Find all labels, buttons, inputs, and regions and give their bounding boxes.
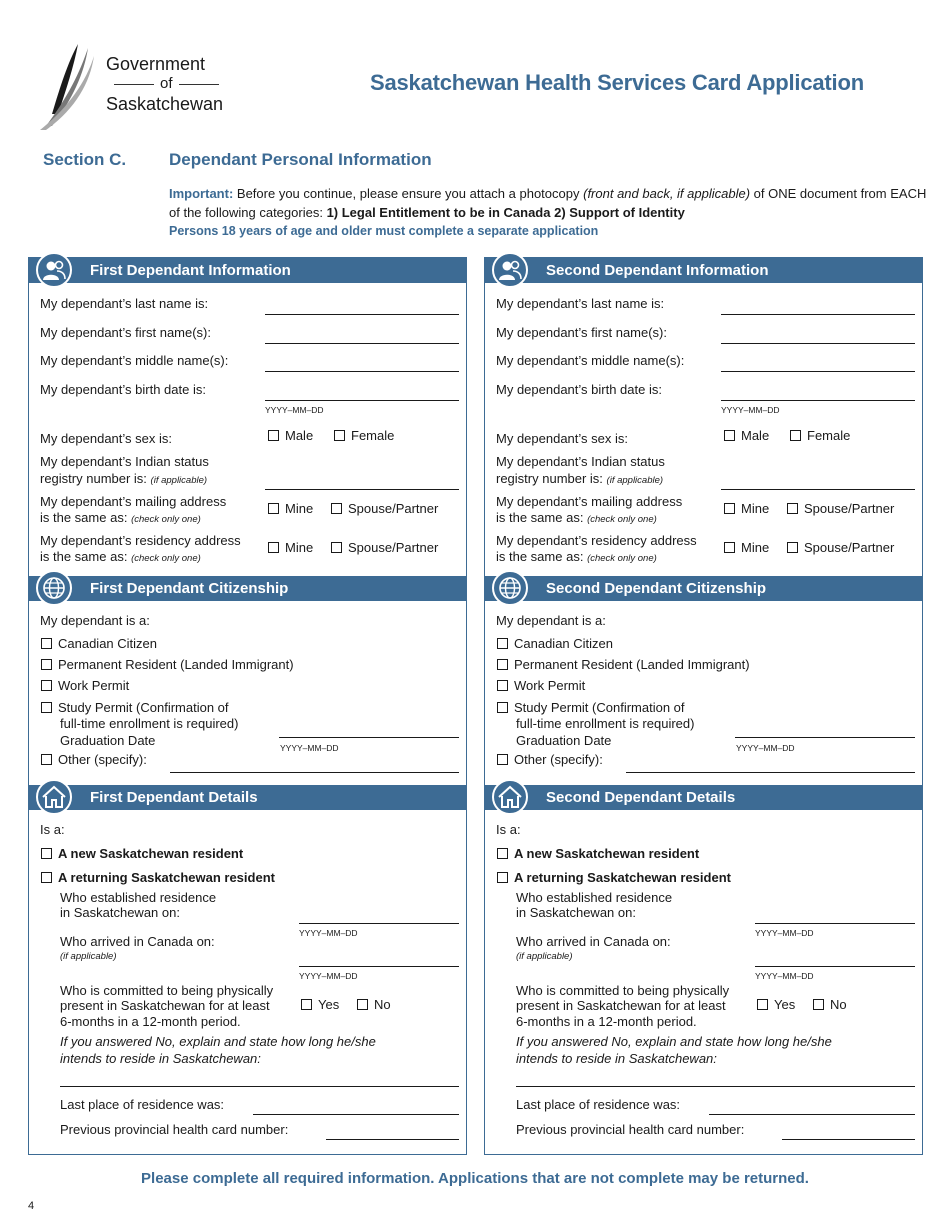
- previous-card-label: Previous provincial health card number:: [516, 1122, 745, 1137]
- right-details-header: [484, 785, 923, 810]
- returning-resident-label: A returning Saskatchewan resident: [58, 870, 275, 885]
- indian-status-label-2: registry number is:: [496, 471, 603, 486]
- explain-field[interactable]: [60, 1086, 459, 1087]
- previous-card-label: Previous provincial health card number:: [60, 1122, 289, 1137]
- indian-status-if-applicable: (if applicable): [150, 475, 208, 486]
- mailing-check-one: (check only one): [131, 514, 201, 525]
- committed-label-3: 6-months in a 12-month period.: [516, 1014, 697, 1029]
- explain-label-2: intends to reside in Saskatchewan:: [516, 1051, 717, 1066]
- committed-yes-label: Yes: [318, 997, 340, 1012]
- new-resident-checkbox[interactable]: [497, 848, 508, 859]
- middle-name-field[interactable]: [721, 371, 915, 372]
- sex-male-checkbox[interactable]: [268, 430, 279, 441]
- left-info-header: [28, 258, 467, 283]
- committed-no-checkbox[interactable]: [357, 999, 368, 1010]
- citizenship-is-a-label: My dependant is a:: [496, 613, 606, 628]
- committed-label-3: 6-months in a 12-month period.: [60, 1014, 241, 1029]
- section-title: Dependant Personal Information: [169, 150, 432, 169]
- sex-female-checkbox[interactable]: [334, 430, 345, 441]
- globe-icon: [42, 576, 66, 600]
- residency-mine-checkbox[interactable]: [724, 542, 735, 553]
- committed-yes-checkbox[interactable]: [757, 999, 768, 1010]
- middle-name-field[interactable]: [265, 371, 459, 372]
- details-is-a-label: Is a:: [40, 822, 65, 837]
- work-permit-checkbox[interactable]: [41, 680, 52, 691]
- sex-female-label: Female: [807, 428, 851, 443]
- arrived-if-applicable: (if applicable): [516, 951, 573, 962]
- committed-yes-checkbox[interactable]: [301, 999, 312, 1010]
- established-date-hint: YYYY–MM–DD: [755, 928, 814, 938]
- new-resident-label: A new Saskatchewan resident: [514, 846, 700, 861]
- mailing-spouse-label: Spouse/Partner: [804, 501, 895, 516]
- established-label-2: in Saskatchewan on:: [60, 905, 180, 920]
- left-details-title: First Dependant Details: [90, 789, 258, 806]
- permanent-resident-checkbox[interactable]: [497, 659, 508, 670]
- details-is-a-label: Is a:: [496, 822, 521, 837]
- mailing-label-1: My dependant’s mailing address: [40, 494, 227, 509]
- intro-part1: Before you continue, please ensure you attach a photocopy: [236, 186, 580, 201]
- other-citizenship-label: Other (specify):: [514, 752, 603, 767]
- left-info-title: First Dependant Information: [90, 262, 291, 279]
- left-citizenship-header: [28, 576, 467, 601]
- mailing-mine-checkbox[interactable]: [724, 503, 735, 514]
- committed-label-2: present in Saskatchewan for at least: [516, 998, 726, 1013]
- right-info-title: Second Dependant Information: [546, 262, 769, 279]
- sex-male-checkbox[interactable]: [724, 430, 735, 441]
- last-place-field[interactable]: [253, 1114, 459, 1115]
- previous-card-field[interactable]: [326, 1139, 459, 1140]
- sex-male-label: Male: [741, 428, 770, 443]
- sex-female-label: Female: [351, 428, 395, 443]
- study-permit-checkbox[interactable]: [41, 702, 52, 713]
- returning-resident-label: A returning Saskatchewan resident: [514, 870, 731, 885]
- study-permit-label-2: full-time enrollment is required): [60, 716, 239, 731]
- logo-line-saskatchewan: Saskatchewan: [106, 94, 224, 114]
- indian-status-field[interactable]: [721, 489, 915, 490]
- indian-status-if-applicable: (if applicable): [606, 475, 664, 486]
- mailing-mine-label: Mine: [285, 501, 314, 516]
- established-label-2: in Saskatchewan on:: [516, 905, 636, 920]
- birth-date-label: My dependant’s birth date is:: [496, 382, 662, 397]
- last-place-label: Last place of residence was:: [60, 1097, 225, 1112]
- graduation-date-hint: YYYY–MM–DD: [736, 743, 795, 753]
- right-details-title: Second Dependant Details: [546, 789, 736, 806]
- previous-card-field[interactable]: [782, 1139, 915, 1140]
- study-permit-label-1: Study Permit (Confirmation of: [58, 700, 229, 715]
- sex-label: My dependant’s sex is:: [40, 431, 172, 446]
- sex-label: My dependant’s sex is:: [496, 431, 628, 446]
- returning-resident-checkbox[interactable]: [41, 872, 52, 883]
- study-permit-label-1: Study Permit (Confirmation of: [514, 700, 685, 715]
- mailing-spouse-checkbox[interactable]: [331, 503, 342, 514]
- first-name-label: My dependant’s first name(s):: [496, 325, 667, 340]
- arrived-date-field[interactable]: [299, 966, 459, 967]
- permanent-resident-label: Permanent Resident (Landed Immigrant): [58, 657, 294, 672]
- right-citizenship-header: [484, 576, 923, 601]
- intro-text: [169, 184, 929, 241]
- logo-line-government: Government: [106, 54, 206, 74]
- residency-check-one: (check only one): [587, 553, 657, 564]
- residency-check-one: (check only one): [131, 553, 201, 564]
- committed-no-label: No: [374, 997, 391, 1012]
- graduation-date-label: Graduation Date: [60, 733, 156, 748]
- canadian-citizen-checkbox[interactable]: [41, 638, 52, 649]
- new-resident-checkbox[interactable]: [41, 848, 52, 859]
- explain-label-2: intends to reside in Saskatchewan:: [60, 1051, 261, 1066]
- residency-mine-checkbox[interactable]: [268, 542, 279, 553]
- house-icon: [41, 785, 67, 809]
- mailing-spouse-checkbox[interactable]: [787, 503, 798, 514]
- other-citizenship-field[interactable]: [626, 772, 915, 773]
- committed-label-2: present in Saskatchewan for at least: [60, 998, 270, 1013]
- wheat-logo-icon: [38, 42, 102, 132]
- sex-male-label: Male: [285, 428, 314, 443]
- study-permit-label-2: full-time enrollment is required): [516, 716, 695, 731]
- mailing-label-2: is the same as:: [496, 510, 584, 525]
- work-permit-checkbox[interactable]: [497, 680, 508, 691]
- house-icon: [497, 785, 523, 809]
- residency-spouse-checkbox[interactable]: [331, 542, 342, 553]
- middle-name-label: My dependant’s middle name(s):: [40, 353, 229, 368]
- residency-label-2: is the same as:: [40, 549, 128, 564]
- indian-status-label-1: My dependant’s Indian status: [496, 454, 665, 469]
- second-dependant-column: [484, 257, 923, 1155]
- residency-label-2: is the same as:: [496, 549, 584, 564]
- other-citizenship-field[interactable]: [170, 772, 459, 773]
- last-name-field[interactable]: [721, 314, 915, 315]
- people-icon: [498, 259, 522, 281]
- last-name-label: My dependant’s last name is:: [40, 296, 209, 311]
- sex-female-checkbox[interactable]: [790, 430, 801, 441]
- mailing-mine-checkbox[interactable]: [268, 503, 279, 514]
- graduation-date-field[interactable]: [735, 737, 915, 738]
- graduation-date-hint: YYYY–MM–DD: [280, 743, 339, 753]
- returning-resident-checkbox[interactable]: [497, 872, 508, 883]
- residency-mine-label: Mine: [741, 540, 770, 555]
- arrived-if-applicable: (if applicable): [60, 951, 117, 962]
- left-details-header: [28, 785, 467, 810]
- right-citizenship-title: Second Dependant Citizenship: [546, 580, 767, 597]
- new-resident-label: A new Saskatchewan resident: [58, 846, 244, 861]
- logo-line-of: of: [160, 75, 173, 92]
- document-title: Saskatchewan Health Services Card Application: [370, 70, 864, 95]
- established-date-field[interactable]: [755, 923, 915, 924]
- arrived-date-hint: YYYY–MM–DD: [755, 971, 814, 981]
- committed-no-label: No: [830, 997, 847, 1012]
- explain-label-1: If you answered No, explain and state how long he/she: [516, 1034, 832, 1049]
- committed-label-1: Who is committed to being physically: [516, 983, 730, 998]
- arrived-date-field[interactable]: [755, 966, 915, 967]
- last-place-field[interactable]: [709, 1114, 915, 1115]
- intro-italic: (front and back, if applicable): [583, 186, 751, 201]
- other-citizenship-checkbox[interactable]: [497, 754, 508, 765]
- people-icon: [42, 259, 66, 281]
- work-permit-label: Work Permit: [58, 678, 130, 693]
- established-label-1: Who established residence: [60, 890, 217, 905]
- residency-label-1: My dependant’s residency address: [40, 533, 241, 548]
- left-citizenship-title: First Dependant Citizenship: [90, 580, 289, 597]
- arrived-date-hint: YYYY–MM–DD: [299, 971, 358, 981]
- first-name-field[interactable]: [721, 343, 915, 344]
- last-name-label: My dependant’s last name is:: [496, 296, 665, 311]
- page-number: 4: [28, 1200, 35, 1212]
- residency-label-1: My dependant’s residency address: [496, 533, 697, 548]
- mailing-mine-label: Mine: [741, 501, 770, 516]
- first-name-label: My dependant’s first name(s):: [40, 325, 211, 340]
- mailing-label-1: My dependant’s mailing address: [496, 494, 683, 509]
- residency-spouse-label: Spouse/Partner: [348, 540, 439, 555]
- citizenship-is-a-label: My dependant is a:: [40, 613, 150, 628]
- established-label-1: Who established residence: [516, 890, 673, 905]
- explain-field[interactable]: [516, 1086, 915, 1087]
- birth-date-label: My dependant’s birth date is:: [40, 382, 206, 397]
- established-date-hint: YYYY–MM–DD: [299, 928, 358, 938]
- explain-label-1: If you answered No, explain and state how long he/she: [60, 1034, 376, 1049]
- residency-mine-label: Mine: [285, 540, 314, 555]
- section-label: Section C.: [43, 150, 127, 169]
- birth-date-hint: YYYY–MM–DD: [265, 405, 324, 415]
- arrived-label: Who arrived in Canada on:: [60, 934, 215, 949]
- work-permit-label: Work Permit: [514, 678, 586, 693]
- mailing-check-one: (check only one): [587, 514, 657, 525]
- graduation-date-label: Graduation Date: [516, 733, 612, 748]
- intro-part2: of ONE document from EACH of the following categories:: [169, 186, 927, 220]
- last-name-field[interactable]: [265, 314, 459, 315]
- permanent-resident-label: Permanent Resident (Landed Immigrant): [514, 657, 750, 672]
- residency-spouse-checkbox[interactable]: [787, 542, 798, 553]
- other-citizenship-label: Other (specify):: [58, 752, 147, 767]
- age-note: Persons 18 years of age and older must complete a separate application: [169, 224, 599, 238]
- last-place-label: Last place of residence was:: [516, 1097, 681, 1112]
- study-permit-checkbox[interactable]: [497, 702, 508, 713]
- canadian-citizen-checkbox[interactable]: [497, 638, 508, 649]
- footer-note: Please complete all required information. Applications that are not complete may be returned.: [141, 1170, 809, 1187]
- right-info-header: [484, 258, 923, 283]
- permanent-resident-checkbox[interactable]: [41, 659, 52, 670]
- intro-categories: 1) Legal Entitlement to be in Canada 2) Support of Identity: [326, 205, 685, 220]
- canadian-citizen-label: Canadian Citizen: [58, 636, 158, 651]
- graduation-date-field[interactable]: [279, 737, 459, 738]
- indian-status-label-2: registry number is:: [40, 471, 147, 486]
- other-citizenship-checkbox[interactable]: [41, 754, 52, 765]
- indian-status-label-1: My dependant’s Indian status: [40, 454, 209, 469]
- arrived-label: Who arrived in Canada on:: [516, 934, 671, 949]
- indian-status-field[interactable]: [265, 489, 459, 490]
- residency-spouse-label: Spouse/Partner: [804, 540, 895, 555]
- middle-name-label: My dependant’s middle name(s):: [496, 353, 685, 368]
- birth-date-field[interactable]: [265, 400, 459, 401]
- globe-icon: [498, 576, 522, 600]
- government-logo: [38, 42, 238, 132]
- canadian-citizen-label: Canadian Citizen: [514, 636, 614, 651]
- mailing-label-2: is the same as:: [40, 510, 128, 525]
- birth-date-hint: YYYY–MM–DD: [721, 405, 780, 415]
- first-dependant-column: [28, 257, 467, 1155]
- birth-date-field[interactable]: [721, 400, 915, 401]
- first-name-field[interactable]: [265, 343, 459, 344]
- mailing-spouse-label: Spouse/Partner: [348, 501, 439, 516]
- committed-label-1: Who is committed to being physically: [60, 983, 274, 998]
- committed-no-checkbox[interactable]: [813, 999, 824, 1010]
- committed-yes-label: Yes: [774, 997, 796, 1012]
- established-date-field[interactable]: [299, 923, 459, 924]
- important-label: Important:: [169, 186, 234, 201]
